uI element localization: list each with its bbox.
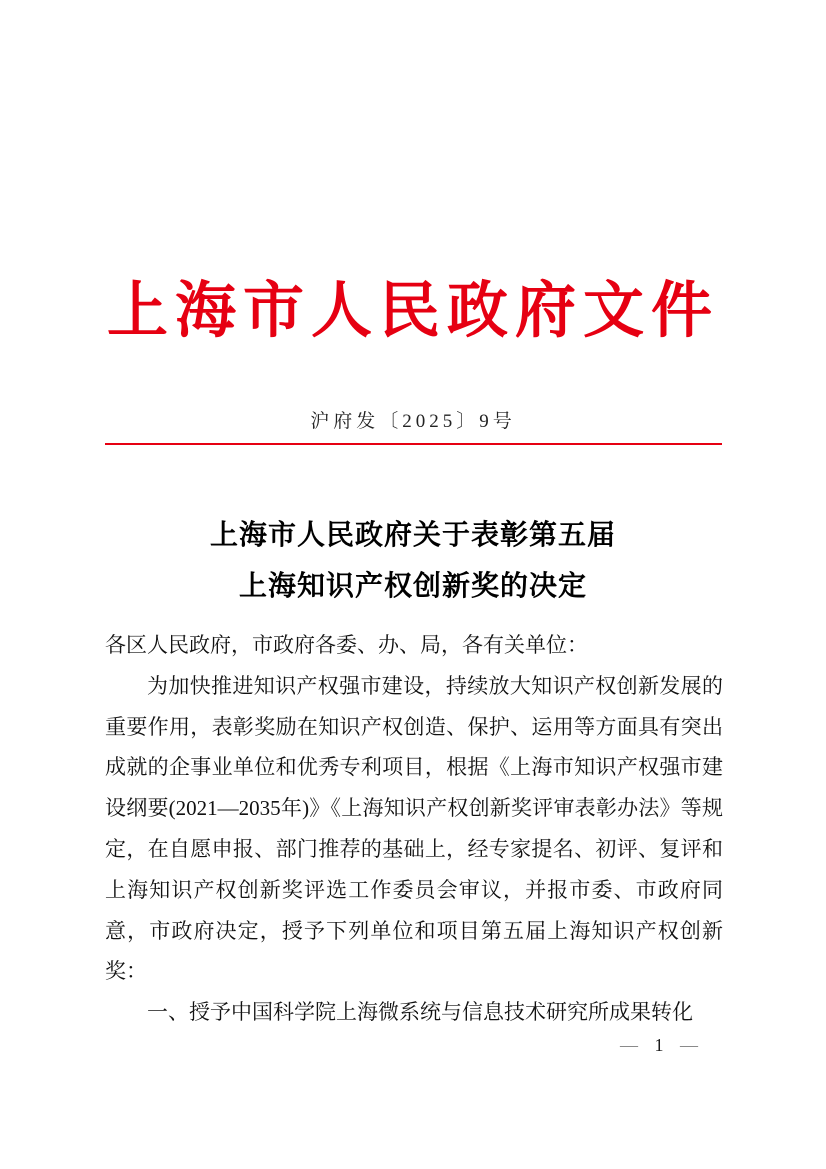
document-body [105, 625, 723, 1033]
document-title-line1: 上海市人民政府关于表彰第五届 [209, 520, 616, 551]
document-title-line2: 上海知识产权创新奖的决定 [238, 571, 587, 602]
salutation-line: 各区人民政府，市政府各委、办、局，各有关单位： [105, 633, 588, 657]
page-number [620, 1035, 698, 1056]
document-number: 沪府发〔2025〕9号 [310, 411, 516, 432]
page-number-dash-right: — [680, 1035, 698, 1055]
page-number-dash-left: — [620, 1035, 638, 1055]
body-paragraph-2: 一、授予中国科学院上海微系统与信息技术研究所成果转化 [147, 1000, 693, 1025]
page-number-value: 1 [654, 1035, 664, 1055]
document-title [0, 510, 826, 612]
body-paragraph-1: 为加快推进知识产权强市建设，持续放大知识产权创新发展的重要作用，表彰奖励在知识产权创造、保护、运用等方面具有突出成就的企事业单位和优秀专利项目，根据《上海市知识产权强市建设纲要(2021—2035年)》《上海知识产权创新奖评审表彰办法》等规定，在自愿申报、部门推荐的基础上，经专家提名、初评、复评和上海知识产权创新奖评选工作委员会审议，并报市委、市政府同意，市政府决定，授予下列单位和项目第五届上海知识产权创新奖： [105, 673, 723, 984]
document-banner-title: 上海市人民政府文件 [106, 278, 719, 345]
red-divider-line [105, 443, 722, 445]
